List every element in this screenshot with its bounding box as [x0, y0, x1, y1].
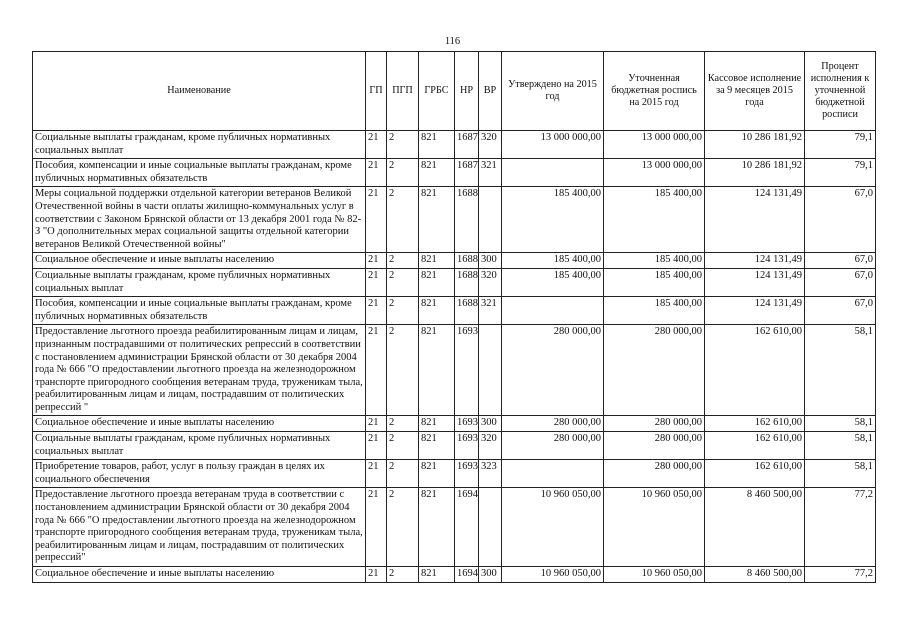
row-vr: 320 [479, 268, 502, 296]
table-row [33, 187, 876, 253]
row-vr: 320 [479, 131, 502, 159]
row-refined: 185 400,00 [604, 253, 705, 269]
row-ppgp: 2 [387, 567, 419, 583]
row-grbs: 821 [419, 187, 455, 253]
row-ppgp: 2 [387, 131, 419, 159]
row-approved: 185 400,00 [502, 253, 604, 269]
page-number: 116 [444, 36, 461, 47]
row-grbs: 821 [419, 159, 455, 187]
row-cash: 162 610,00 [705, 432, 805, 460]
row-vr: 321 [479, 159, 502, 187]
row-grbs: 821 [419, 488, 455, 567]
budget-table [32, 51, 876, 583]
row-gp: 21 [366, 325, 387, 416]
row-np: 1688 [455, 253, 479, 269]
row-np: 1693 [455, 416, 479, 432]
row-vr: 300 [479, 416, 502, 432]
row-gp: 21 [366, 159, 387, 187]
header-np: НР [455, 52, 479, 131]
row-ppgp: 2 [387, 268, 419, 296]
row-grbs: 821 [419, 460, 455, 488]
row-vr: 300 [479, 253, 502, 269]
row-percent: 79,1 [805, 159, 876, 187]
row-approved: 280 000,00 [502, 432, 604, 460]
row-np: 1688 [455, 268, 479, 296]
row-approved: 13 000 000,00 [502, 131, 604, 159]
row-ppgp: 2 [387, 488, 419, 567]
row-ppgp: 2 [387, 432, 419, 460]
row-cash: 162 610,00 [705, 325, 805, 416]
row-gp: 21 [366, 253, 387, 269]
row-np: 1694 [455, 567, 479, 583]
row-name: Социальные выплаты гражданам, кроме публичных нормативных социальных выплат [33, 131, 366, 159]
row-vr: 323 [479, 460, 502, 488]
row-np: 1693 [455, 325, 479, 416]
table-row [33, 567, 876, 583]
row-cash: 124 131,49 [705, 253, 805, 269]
row-percent: 67,0 [805, 268, 876, 296]
row-refined: 10 960 050,00 [604, 567, 705, 583]
row-grbs: 821 [419, 297, 455, 325]
row-grbs: 821 [419, 131, 455, 159]
header-approved: Утверждено на 2015 год [502, 52, 604, 131]
row-np: 1688 [455, 187, 479, 253]
table-row [33, 325, 876, 416]
row-gp: 21 [366, 187, 387, 253]
row-np: 1688 [455, 297, 479, 325]
row-approved: 280 000,00 [502, 325, 604, 416]
row-gp: 21 [366, 460, 387, 488]
row-name: Социальное обеспечение и иные выплаты населению [33, 416, 366, 432]
row-refined: 280 000,00 [604, 325, 705, 416]
row-name: Социальные выплаты гражданам, кроме публичных нормативных социальных выплат [33, 268, 366, 296]
row-grbs: 821 [419, 253, 455, 269]
row-refined: 280 000,00 [604, 460, 705, 488]
row-ppgp: 2 [387, 297, 419, 325]
row-name: Социальное обеспечение и иные выплаты населению [33, 253, 366, 269]
row-cash: 162 610,00 [705, 416, 805, 432]
row-approved [502, 297, 604, 325]
row-percent: 67,0 [805, 297, 876, 325]
row-name: Социальные выплаты гражданам, кроме публичных нормативных социальных выплат [33, 432, 366, 460]
row-approved: 10 960 050,00 [502, 488, 604, 567]
row-gp: 21 [366, 567, 387, 583]
row-gp: 21 [366, 297, 387, 325]
row-refined: 185 400,00 [604, 268, 705, 296]
row-vr [479, 325, 502, 416]
header-grbs: ГРБС [419, 52, 455, 131]
row-refined: 13 000 000,00 [604, 159, 705, 187]
row-name: Социальное обеспечение и иные выплаты населению [33, 567, 366, 583]
row-cash: 124 131,49 [705, 187, 805, 253]
row-name: Предоставление льготного проезда реабилитированным лицам и лицам, признанным пострадавшими от политических репрессий в соответствии с постановлением администрации Брянской области от 30 декабря 2004 года № 666 "О предоставлении льготного проезда на железнодорожном транспорте пригородного сообщения ветеранам труда, труженикам тыла, реабилитированным лицам и лицам, пострадавшим от политических репрессий " [33, 325, 366, 416]
header-percent: Процент исполнения к уточненной бюджетной росписи [805, 52, 876, 131]
row-percent: 58,1 [805, 325, 876, 416]
row-refined: 10 960 050,00 [604, 488, 705, 567]
row-approved: 280 000,00 [502, 416, 604, 432]
row-cash: 8 460 500,00 [705, 567, 805, 583]
row-cash: 162 610,00 [705, 460, 805, 488]
row-vr: 300 [479, 567, 502, 583]
row-np: 1687 [455, 159, 479, 187]
table-row [33, 488, 876, 567]
table-row [33, 253, 876, 269]
table-row [33, 131, 876, 159]
row-vr [479, 187, 502, 253]
row-gp: 21 [366, 268, 387, 296]
row-gp: 21 [366, 416, 387, 432]
table-row [33, 159, 876, 187]
row-name: Предоставление льготного проезда ветеранам труда в соответствии с постановлением администрации Брянской области от 30 декабря 2004 года № 666 "О предоставлении льготного проезда на железнодорожном транспорте пригородного сообщения ветеранам труда, труженикам тыла, реабилитированным лицам и лицам, пострадавшим от политических репрессий" [33, 488, 366, 567]
table-row [33, 432, 876, 460]
row-gp: 21 [366, 131, 387, 159]
row-percent: 67,0 [805, 253, 876, 269]
row-cash: 124 131,49 [705, 297, 805, 325]
row-refined: 185 400,00 [604, 187, 705, 253]
header-cash: Кассовое исполнение за 9 месяцев 2015 года [705, 52, 805, 131]
row-grbs: 821 [419, 325, 455, 416]
row-grbs: 821 [419, 416, 455, 432]
row-name: Пособия, компенсации и иные социальные выплаты гражданам, кроме публичных нормативных обязательств [33, 297, 366, 325]
row-ppgp: 2 [387, 416, 419, 432]
row-approved: 185 400,00 [502, 268, 604, 296]
table-row [33, 297, 876, 325]
row-grbs: 821 [419, 567, 455, 583]
row-percent: 58,1 [805, 432, 876, 460]
row-vr: 320 [479, 432, 502, 460]
row-grbs: 821 [419, 268, 455, 296]
row-gp: 21 [366, 432, 387, 460]
row-gp: 21 [366, 488, 387, 567]
row-name: Пособия, компенсации и иные социальные выплаты гражданам, кроме публичных нормативных обязательств [33, 159, 366, 187]
row-percent: 58,1 [805, 416, 876, 432]
row-ppgp: 2 [387, 159, 419, 187]
row-cash: 124 131,49 [705, 268, 805, 296]
row-percent: 77,2 [805, 567, 876, 583]
row-ppgp: 2 [387, 253, 419, 269]
row-name: Меры социальной поддержки отдельной категории ветеранов Великой Отечественной войны в части оплаты жилищно-коммунальных услуг в соответствии с Законом Брянской области от 13 декабря 2001 года № 82-З "О дополнительных мерах социальной защиты отдельной категории ветеранов Великой Отечественной войны" [33, 187, 366, 253]
row-np: 1693 [455, 460, 479, 488]
table-row [33, 460, 876, 488]
row-cash: 10 286 181,92 [705, 131, 805, 159]
row-approved: 185 400,00 [502, 187, 604, 253]
header-vr: ВР [479, 52, 502, 131]
row-grbs: 821 [419, 432, 455, 460]
table-row [33, 268, 876, 296]
header-row [33, 52, 876, 131]
row-approved: 10 960 050,00 [502, 567, 604, 583]
header-name: Наименование [33, 52, 366, 131]
row-percent: 77,2 [805, 488, 876, 567]
row-np: 1694 [455, 488, 479, 567]
row-percent: 67,0 [805, 187, 876, 253]
header-refined: Уточненная бюджетная роспись на 2015 год [604, 52, 705, 131]
row-approved [502, 460, 604, 488]
row-cash: 10 286 181,92 [705, 159, 805, 187]
row-refined: 185 400,00 [604, 297, 705, 325]
row-percent: 79,1 [805, 131, 876, 159]
header-gp: ГП [366, 52, 387, 131]
table-row [33, 416, 876, 432]
row-vr [479, 488, 502, 567]
row-refined: 13 000 000,00 [604, 131, 705, 159]
row-name: Приобретение товаров, работ, услуг в пользу граждан в целях их социального обеспечения [33, 460, 366, 488]
header-ppgp: ПГП [387, 52, 419, 131]
row-np: 1687 [455, 131, 479, 159]
row-vr: 321 [479, 297, 502, 325]
row-ppgp: 2 [387, 187, 419, 253]
row-percent: 58,1 [805, 460, 876, 488]
row-refined: 280 000,00 [604, 416, 705, 432]
row-approved [502, 159, 604, 187]
row-np: 1693 [455, 432, 479, 460]
row-refined: 280 000,00 [604, 432, 705, 460]
row-ppgp: 2 [387, 325, 419, 416]
row-ppgp: 2 [387, 460, 419, 488]
row-cash: 8 460 500,00 [705, 488, 805, 567]
